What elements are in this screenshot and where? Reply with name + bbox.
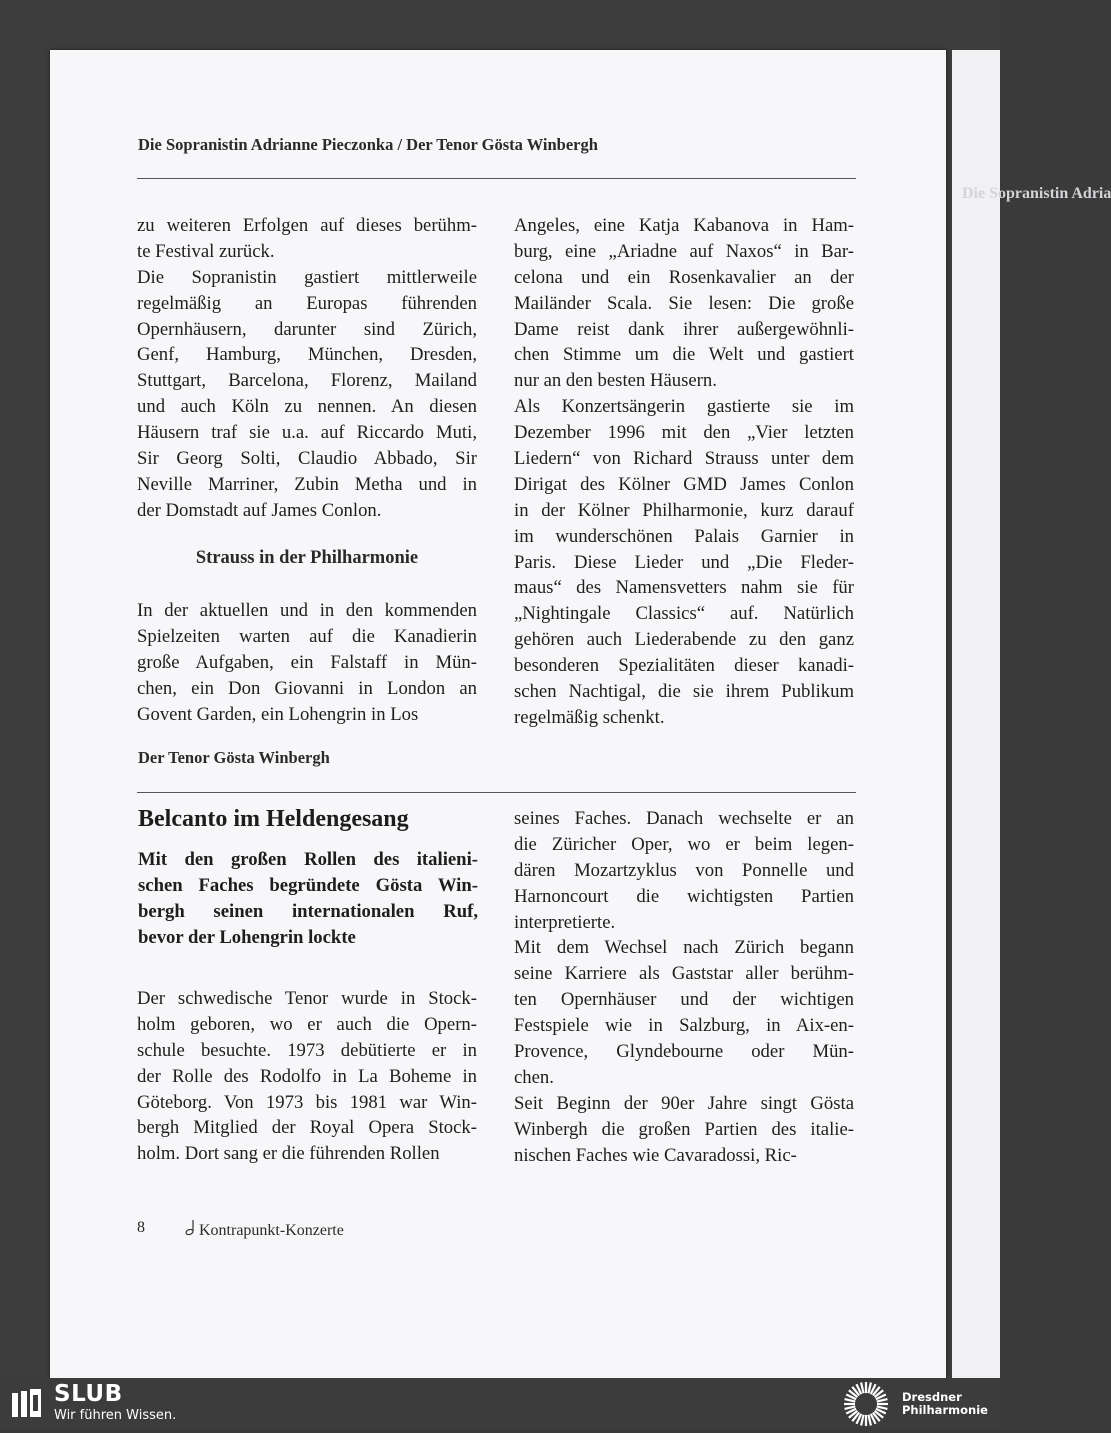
slub-name[interactable]: SLUB: [54, 1381, 123, 1407]
text-line: schen Nachtigal, die sie ihrem Publikum: [514, 681, 854, 703]
text-line: Liedern“ von Richard Strauss unter dem: [514, 448, 854, 470]
running-head: Die Sopranistin Adrianne Pieczonka / Der Tenor Gösta Winbergh: [138, 135, 598, 154]
text-line: schule besuchte. 1973 debütierte er in: [137, 1039, 477, 1061]
text-line: große Aufgaben, ein Falstaff in Mün-: [137, 651, 477, 673]
right-column-intro: [514, 213, 854, 731]
text-line: maus“ des Namensvetters nahm sie für: [514, 577, 854, 599]
text-line: Harnoncourt die wichtigsten Partien: [514, 885, 854, 907]
text-line: Neville Marriner, Zubin Metha und in: [137, 473, 477, 495]
text-line: Angeles, eine Katja Kabanova in Ham-: [514, 215, 854, 236]
text-line: nischen Faches wie Cavaradossi, Ric-: [514, 1144, 797, 1166]
partner-name-line1: Dresdner: [902, 1390, 962, 1404]
text-line: ten Opernhäuser und der wichtigen: [514, 989, 854, 1011]
text-line: gehören auch Liederabende zu den ganz: [514, 629, 854, 651]
next-page-ghost-text: Die Sopranistin Adria: [962, 185, 1111, 202]
text-line: chen, ein Don Giovanni in London an: [137, 677, 477, 699]
text-line: Dezember 1996 mit den „Vier letzten: [514, 422, 854, 444]
text-line: Häusern traf sie u.a. auf Riccardo Muti,: [137, 422, 477, 444]
text-line: regelmäßig an Europas führenden: [137, 292, 477, 314]
text-line: bergh Mitglied der Royal Opera Stock-: [137, 1117, 477, 1139]
text-line: Mailänder Scala. Sie lesen: Die große: [514, 292, 854, 314]
text-line: Winbergh die großen Partien des italie-: [514, 1118, 854, 1140]
text-line: Paris. Diese Lieder und „Die Fleder-: [514, 551, 854, 573]
left-column-intro: [137, 213, 477, 524]
text-line: zu weiteren Erfolgen auf dieses berühm-: [137, 215, 477, 236]
text-line: Göteborg. Von 1973 bis 1981 war Win-: [137, 1091, 477, 1113]
page-number: 8: [137, 1219, 145, 1236]
text-line: nur an den besten Häusern.: [514, 370, 717, 392]
text-line: te Festival zurück.: [137, 240, 275, 262]
text-line: burg, eine „Ariadne auf Naxos“ in Bar-: [514, 240, 854, 262]
text-line: Spielzeiten warten auf die Kanadierin: [137, 625, 477, 647]
text-line: seine Karriere als Gaststar aller berühm-: [514, 963, 854, 985]
text-line: dären Mozartzyklus von Ponnelle und: [514, 859, 854, 881]
text-line: chen.: [514, 1066, 554, 1088]
philharmonie-logo-icon[interactable]: [840, 1380, 892, 1428]
text-line: interpretierte.: [514, 911, 616, 933]
publication-label: Kontrapunkt-Konzerte: [199, 1222, 344, 1239]
text-line: regelmäßig schenkt.: [514, 706, 665, 728]
text-line: und auch Köln zu nennen. An diesen: [137, 396, 477, 418]
text-line: holm. Dort sang er die führenden Rollen: [137, 1143, 440, 1165]
text-line: der Rolle des Rodolfo in La Boheme in: [137, 1065, 477, 1087]
text-line: Genf, Hamburg, München, Dresden,: [137, 344, 477, 366]
text-line: die Züricher Oper, wo er beim legen-: [514, 833, 854, 855]
text-line: in der Kölner Philharmonie, kurz darauf: [514, 499, 854, 521]
text-line: der Domstadt auf James Conlon.: [137, 499, 382, 521]
slub-tagline: Wir führen Wissen.: [54, 1408, 177, 1423]
text-line: Mit dem Wechsel nach Zürich begann: [514, 937, 854, 959]
text-line: Seit Beginn der 90er Jahre singt Gösta: [514, 1092, 854, 1114]
left-column-strauss: [137, 598, 477, 727]
subhead: Strauss in der Philharmonie: [195, 548, 419, 568]
publication-name: [185, 1219, 344, 1240]
slub-logo-icon[interactable]: [10, 1385, 44, 1421]
text-line: im wunderschönen Palais Garnier in: [514, 525, 854, 547]
section-rule: [137, 792, 856, 793]
partner-name: [902, 1391, 988, 1417]
text-line: In der aktuellen und in den kommenden: [137, 600, 477, 621]
text-line: „Nightingale Classics“ auf. Natürlich: [514, 603, 854, 625]
text-line: Sir Georg Solti, Claudio Abbado, Sir: [137, 448, 477, 470]
section-label: Der Tenor Gösta Winbergh: [138, 748, 330, 767]
text-line: Dirigat des Kölner GMD James Conlon: [514, 473, 854, 495]
text-line: chen Stimme um die Welt und gastiert: [514, 344, 854, 366]
text-line: Festspiele wie in Salzburg, in Aix-en-: [514, 1015, 854, 1037]
next-page-edge: [952, 50, 1111, 1378]
right-column-article: [514, 806, 854, 1168]
text-line: seines Faches. Danach wechselte er an: [514, 808, 854, 829]
partner-name-line2: Philharmonie: [902, 1403, 988, 1417]
text-line: Als Konzertsängerin gastierte sie im: [514, 396, 854, 418]
text-line: Govent Garden, ein Lohengrin in Los: [137, 703, 419, 725]
text-line: Die Sopranistin gastiert mittlerweile: [137, 266, 477, 288]
header-rule: [137, 178, 856, 179]
left-column-article: [137, 986, 477, 1167]
text-line: bevor der Lohengrin lockte: [138, 926, 356, 948]
text-line: Stuttgart, Barcelona, Florenz, Mailand: [137, 370, 477, 392]
article-headline: Belcanto im Heldengesang: [138, 806, 409, 832]
text-line: Dame reist dank ihrer außergewöhnli-: [514, 318, 854, 340]
text-line: besonderen Spezialitäten dieser kanadi-: [514, 655, 854, 677]
text-line: holm geboren, wo er auch die Opern-: [137, 1013, 477, 1035]
text-line: celona und ein Rosenkavalier an der: [514, 266, 854, 288]
text-line: Opernhäusern, darunter sind Zürich,: [137, 318, 477, 340]
text-line: Mit den großen Rollen des italieni-: [138, 849, 478, 870]
text-line: bergh seinen internationalen Ruf,: [138, 900, 478, 922]
text-line: schen Faches begründete Gösta Win-: [138, 874, 478, 896]
note-icon: [185, 1219, 197, 1240]
text-line: Provence, Glyndebourne oder Mün-: [514, 1041, 854, 1063]
article-lead: [138, 847, 478, 951]
text-line: Der schwedische Tenor wurde in Stock-: [137, 988, 477, 1009]
